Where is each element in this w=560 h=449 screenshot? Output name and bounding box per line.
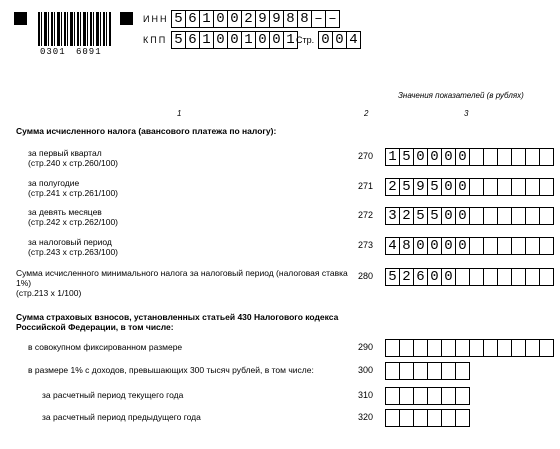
kpp-digit-cell[interactable]: 5 (171, 31, 186, 49)
amount-digit-cell[interactable] (441, 339, 456, 357)
amount-digit-cell[interactable] (511, 178, 526, 196)
amount-digit-cell[interactable] (427, 409, 442, 427)
amount-digit-cell[interactable] (427, 362, 442, 380)
kpp-digit-cell[interactable]: 1 (283, 31, 298, 49)
line-code: 310 (358, 390, 374, 400)
kpp-field[interactable] (171, 31, 297, 49)
tax-section-title: Сумма исчисленного налога (авансового платежа по налогу): (16, 126, 277, 136)
kpp-digit-cell[interactable]: 0 (227, 31, 242, 49)
amount-digit-cell[interactable] (497, 178, 512, 196)
amount-digit-cell[interactable] (511, 207, 526, 225)
kpp-digit-cell[interactable]: 1 (241, 31, 256, 49)
amount-digit-cell[interactable] (385, 409, 400, 427)
inn-digit-cell[interactable]: 9 (269, 10, 284, 28)
amount-field[interactable] (385, 409, 469, 427)
amount-digit-cell[interactable]: 0 (455, 178, 470, 196)
row-label: за девять месяцев (28, 207, 102, 217)
amount-digit-cell[interactable] (483, 207, 498, 225)
amount-digit-cell[interactable]: 2 (385, 178, 400, 196)
amount-field[interactable] (385, 178, 553, 196)
insurance-section-title-line2: Российской Федерации, в том числе: (16, 322, 174, 332)
line-code: 300 (358, 365, 374, 375)
insurance-section-title-line1: Сумма страховых взносов, установленных статьей 430 Налогового кодекса (16, 312, 339, 322)
kpp-digit-cell[interactable]: 0 (213, 31, 228, 49)
row-label: Сумма исчисленного минимального налога за налоговый период (налоговая ставка (16, 268, 348, 278)
amount-digit-cell[interactable] (483, 339, 498, 357)
amount-digit-cell[interactable] (539, 207, 554, 225)
kpp-digit-cell[interactable]: 0 (255, 31, 270, 49)
line-code: 320 (358, 412, 374, 422)
amount-digit-cell[interactable] (413, 409, 428, 427)
amount-digit-cell[interactable]: 0 (441, 178, 456, 196)
amount-digit-cell[interactable] (511, 339, 526, 357)
column-3-header: 3 (464, 109, 469, 118)
corner-marker-left (14, 12, 27, 25)
inn-digit-cell[interactable]: 8 (297, 10, 312, 28)
amount-digit-cell[interactable] (455, 362, 470, 380)
inn-label: ИНН (143, 14, 169, 24)
amount-field[interactable] (385, 237, 553, 255)
inn-digit-cell[interactable]: – (325, 10, 340, 28)
amount-digit-cell[interactable]: 0 (413, 237, 428, 255)
inn-digit-cell[interactable]: – (311, 10, 326, 28)
corner-marker-right (120, 12, 133, 25)
amount-digit-cell[interactable]: 0 (441, 237, 456, 255)
amount-digit-cell[interactable] (525, 268, 540, 286)
amount-field[interactable] (385, 207, 553, 225)
amount-field[interactable] (385, 148, 553, 166)
amount-digit-cell[interactable]: 0 (441, 207, 456, 225)
amount-digit-cell[interactable] (455, 268, 470, 286)
amount-digit-cell[interactable] (525, 339, 540, 357)
line-code: 273 (358, 240, 374, 250)
amount-digit-cell[interactable]: 5 (427, 207, 442, 225)
amount-digit-cell[interactable] (511, 268, 526, 286)
page-number-field[interactable] (318, 31, 360, 49)
amount-digit-cell[interactable] (469, 339, 484, 357)
line-code: 272 (358, 210, 374, 220)
amount-digit-cell[interactable]: 0 (427, 237, 442, 255)
page-digit-cell[interactable]: 0 (332, 31, 347, 49)
amount-digit-cell[interactable] (427, 387, 442, 405)
amount-digit-cell[interactable] (385, 387, 400, 405)
amount-digit-cell[interactable] (399, 387, 414, 405)
amount-digit-cell[interactable] (539, 268, 554, 286)
row-label: за полугодие (28, 178, 80, 188)
amount-digit-cell[interactable] (497, 268, 512, 286)
amount-digit-cell[interactable]: 9 (413, 178, 428, 196)
amount-digit-cell[interactable]: 5 (413, 207, 428, 225)
line-code: 271 (358, 181, 374, 191)
amount-digit-cell[interactable]: 3 (385, 207, 400, 225)
amount-digit-cell[interactable] (511, 148, 526, 166)
insurance-row-label: в размере 1% с доходов, превышающих 300 тысяч рублей, в том числе: (28, 365, 314, 375)
inn-field[interactable] (171, 10, 339, 28)
amount-digit-cell[interactable] (469, 207, 484, 225)
amount-digit-cell[interactable]: 2 (399, 207, 414, 225)
inn-digit-cell[interactable]: 0 (227, 10, 242, 28)
line-code: 290 (358, 342, 374, 352)
amount-digit-cell[interactable]: 5 (399, 148, 414, 166)
amount-digit-cell[interactable] (483, 237, 498, 255)
amount-digit-cell[interactable] (497, 148, 512, 166)
barcode-number-left: 0301 (40, 47, 66, 57)
kpp-digit-cell[interactable]: 1 (199, 31, 214, 49)
amount-digit-cell[interactable] (413, 387, 428, 405)
line-code: 270 (358, 151, 374, 161)
amount-digit-cell[interactable] (399, 339, 414, 357)
amount-digit-cell[interactable] (385, 339, 400, 357)
inn-digit-cell[interactable]: 6 (185, 10, 200, 28)
page-digit-cell[interactable]: 4 (346, 31, 361, 49)
amount-digit-cell[interactable]: 4 (385, 237, 400, 255)
inn-digit-cell[interactable]: 0 (213, 10, 228, 28)
row-formula: (стр.241 х стр.261/100) (28, 188, 119, 198)
inn-digit-cell[interactable]: 2 (241, 10, 256, 28)
amount-digit-cell[interactable] (399, 362, 414, 380)
amount-digit-cell[interactable] (455, 409, 470, 427)
page-label: Стр. (296, 35, 315, 45)
amount-digit-cell[interactable] (497, 207, 512, 225)
amount-digit-cell[interactable] (455, 387, 470, 405)
amount-digit-cell[interactable]: 0 (455, 148, 470, 166)
row-formula: (стр.243 х стр.263/100) (28, 247, 119, 257)
amount-digit-cell[interactable]: 1 (385, 148, 400, 166)
amount-digit-cell[interactable]: 0 (455, 237, 470, 255)
kpp-digit-cell[interactable]: 6 (185, 31, 200, 49)
amount-digit-cell[interactable] (497, 339, 512, 357)
amount-digit-cell[interactable] (441, 362, 456, 380)
amount-digit-cell[interactable] (469, 237, 484, 255)
amount-digit-cell[interactable] (539, 148, 554, 166)
amount-digit-cell[interactable]: 5 (427, 178, 442, 196)
inn-digit-cell[interactable]: 8 (283, 10, 298, 28)
amount-digit-cell[interactable] (525, 207, 540, 225)
amount-digit-cell[interactable] (539, 237, 554, 255)
insurance-row-label: за расчетный период предыдущего года (42, 412, 201, 422)
amount-digit-cell[interactable]: 5 (399, 178, 414, 196)
amount-digit-cell[interactable] (539, 339, 554, 357)
amount-digit-cell[interactable]: 8 (399, 237, 414, 255)
amount-digit-cell[interactable] (525, 148, 540, 166)
amount-digit-cell[interactable] (469, 268, 484, 286)
column-1-header: 1 (177, 109, 182, 118)
insurance-row-label: за расчетный период текущего года (42, 390, 184, 400)
barcode-number-right: 6091 (76, 47, 102, 57)
inn-digit-cell[interactable]: 9 (255, 10, 270, 28)
amount-digit-cell[interactable] (483, 178, 498, 196)
barcode (38, 12, 111, 46)
amount-digit-cell[interactable] (525, 237, 540, 255)
amount-digit-cell[interactable]: 0 (427, 148, 442, 166)
line-code: 280 (358, 271, 374, 281)
row-formula: 1%) (16, 278, 32, 288)
amount-digit-cell[interactable] (469, 148, 484, 166)
inn-digit-cell[interactable]: 1 (199, 10, 214, 28)
amount-digit-cell[interactable]: 0 (441, 148, 456, 166)
amount-digit-cell[interactable]: 0 (413, 148, 428, 166)
amount-digit-cell[interactable]: 0 (455, 207, 470, 225)
amount-field[interactable] (385, 268, 553, 286)
row-formula: (стр.213 х 1/100) (16, 288, 82, 298)
amount-digit-cell[interactable]: 6 (413, 268, 428, 286)
kpp-digit-cell[interactable]: 0 (269, 31, 284, 49)
column-2-header: 2 (364, 109, 369, 118)
amount-digit-cell[interactable] (427, 339, 442, 357)
page-digit-cell[interactable]: 0 (318, 31, 333, 49)
amount-digit-cell[interactable] (441, 387, 456, 405)
amount-digit-cell[interactable] (413, 339, 428, 357)
amount-digit-cell[interactable] (385, 362, 400, 380)
inn-digit-cell[interactable]: 5 (171, 10, 186, 28)
amount-digit-cell[interactable]: 0 (441, 268, 456, 286)
amount-digit-cell[interactable] (497, 237, 512, 255)
amount-digit-cell[interactable]: 0 (427, 268, 442, 286)
amount-digit-cell[interactable] (511, 237, 526, 255)
amount-digit-cell[interactable] (483, 268, 498, 286)
amount-field[interactable] (385, 362, 469, 380)
amount-digit-cell[interactable] (525, 178, 540, 196)
row-label: за налоговый период (28, 237, 112, 247)
amount-digit-cell[interactable] (441, 409, 456, 427)
amount-digit-cell[interactable] (539, 178, 554, 196)
amount-digit-cell[interactable] (455, 339, 470, 357)
insurance-row-label: в совокупном фиксированном размере (28, 342, 183, 352)
row-label: за первый квартал (28, 148, 102, 158)
amount-digit-cell[interactable] (469, 178, 484, 196)
row-formula: (стр.240 х стр.260/100) (28, 158, 119, 168)
amount-digit-cell[interactable] (399, 409, 414, 427)
amount-digit-cell[interactable]: 5 (385, 268, 400, 286)
values-caption: Значения показателей (в рублях) (398, 91, 524, 100)
row-formula: (стр.242 х стр.262/100) (28, 217, 119, 227)
amount-digit-cell[interactable] (413, 362, 428, 380)
amount-field[interactable] (385, 387, 469, 405)
amount-digit-cell[interactable]: 2 (399, 268, 414, 286)
kpp-label: КПП (143, 35, 168, 45)
amount-digit-cell[interactable] (483, 148, 498, 166)
amount-field[interactable] (385, 339, 553, 357)
